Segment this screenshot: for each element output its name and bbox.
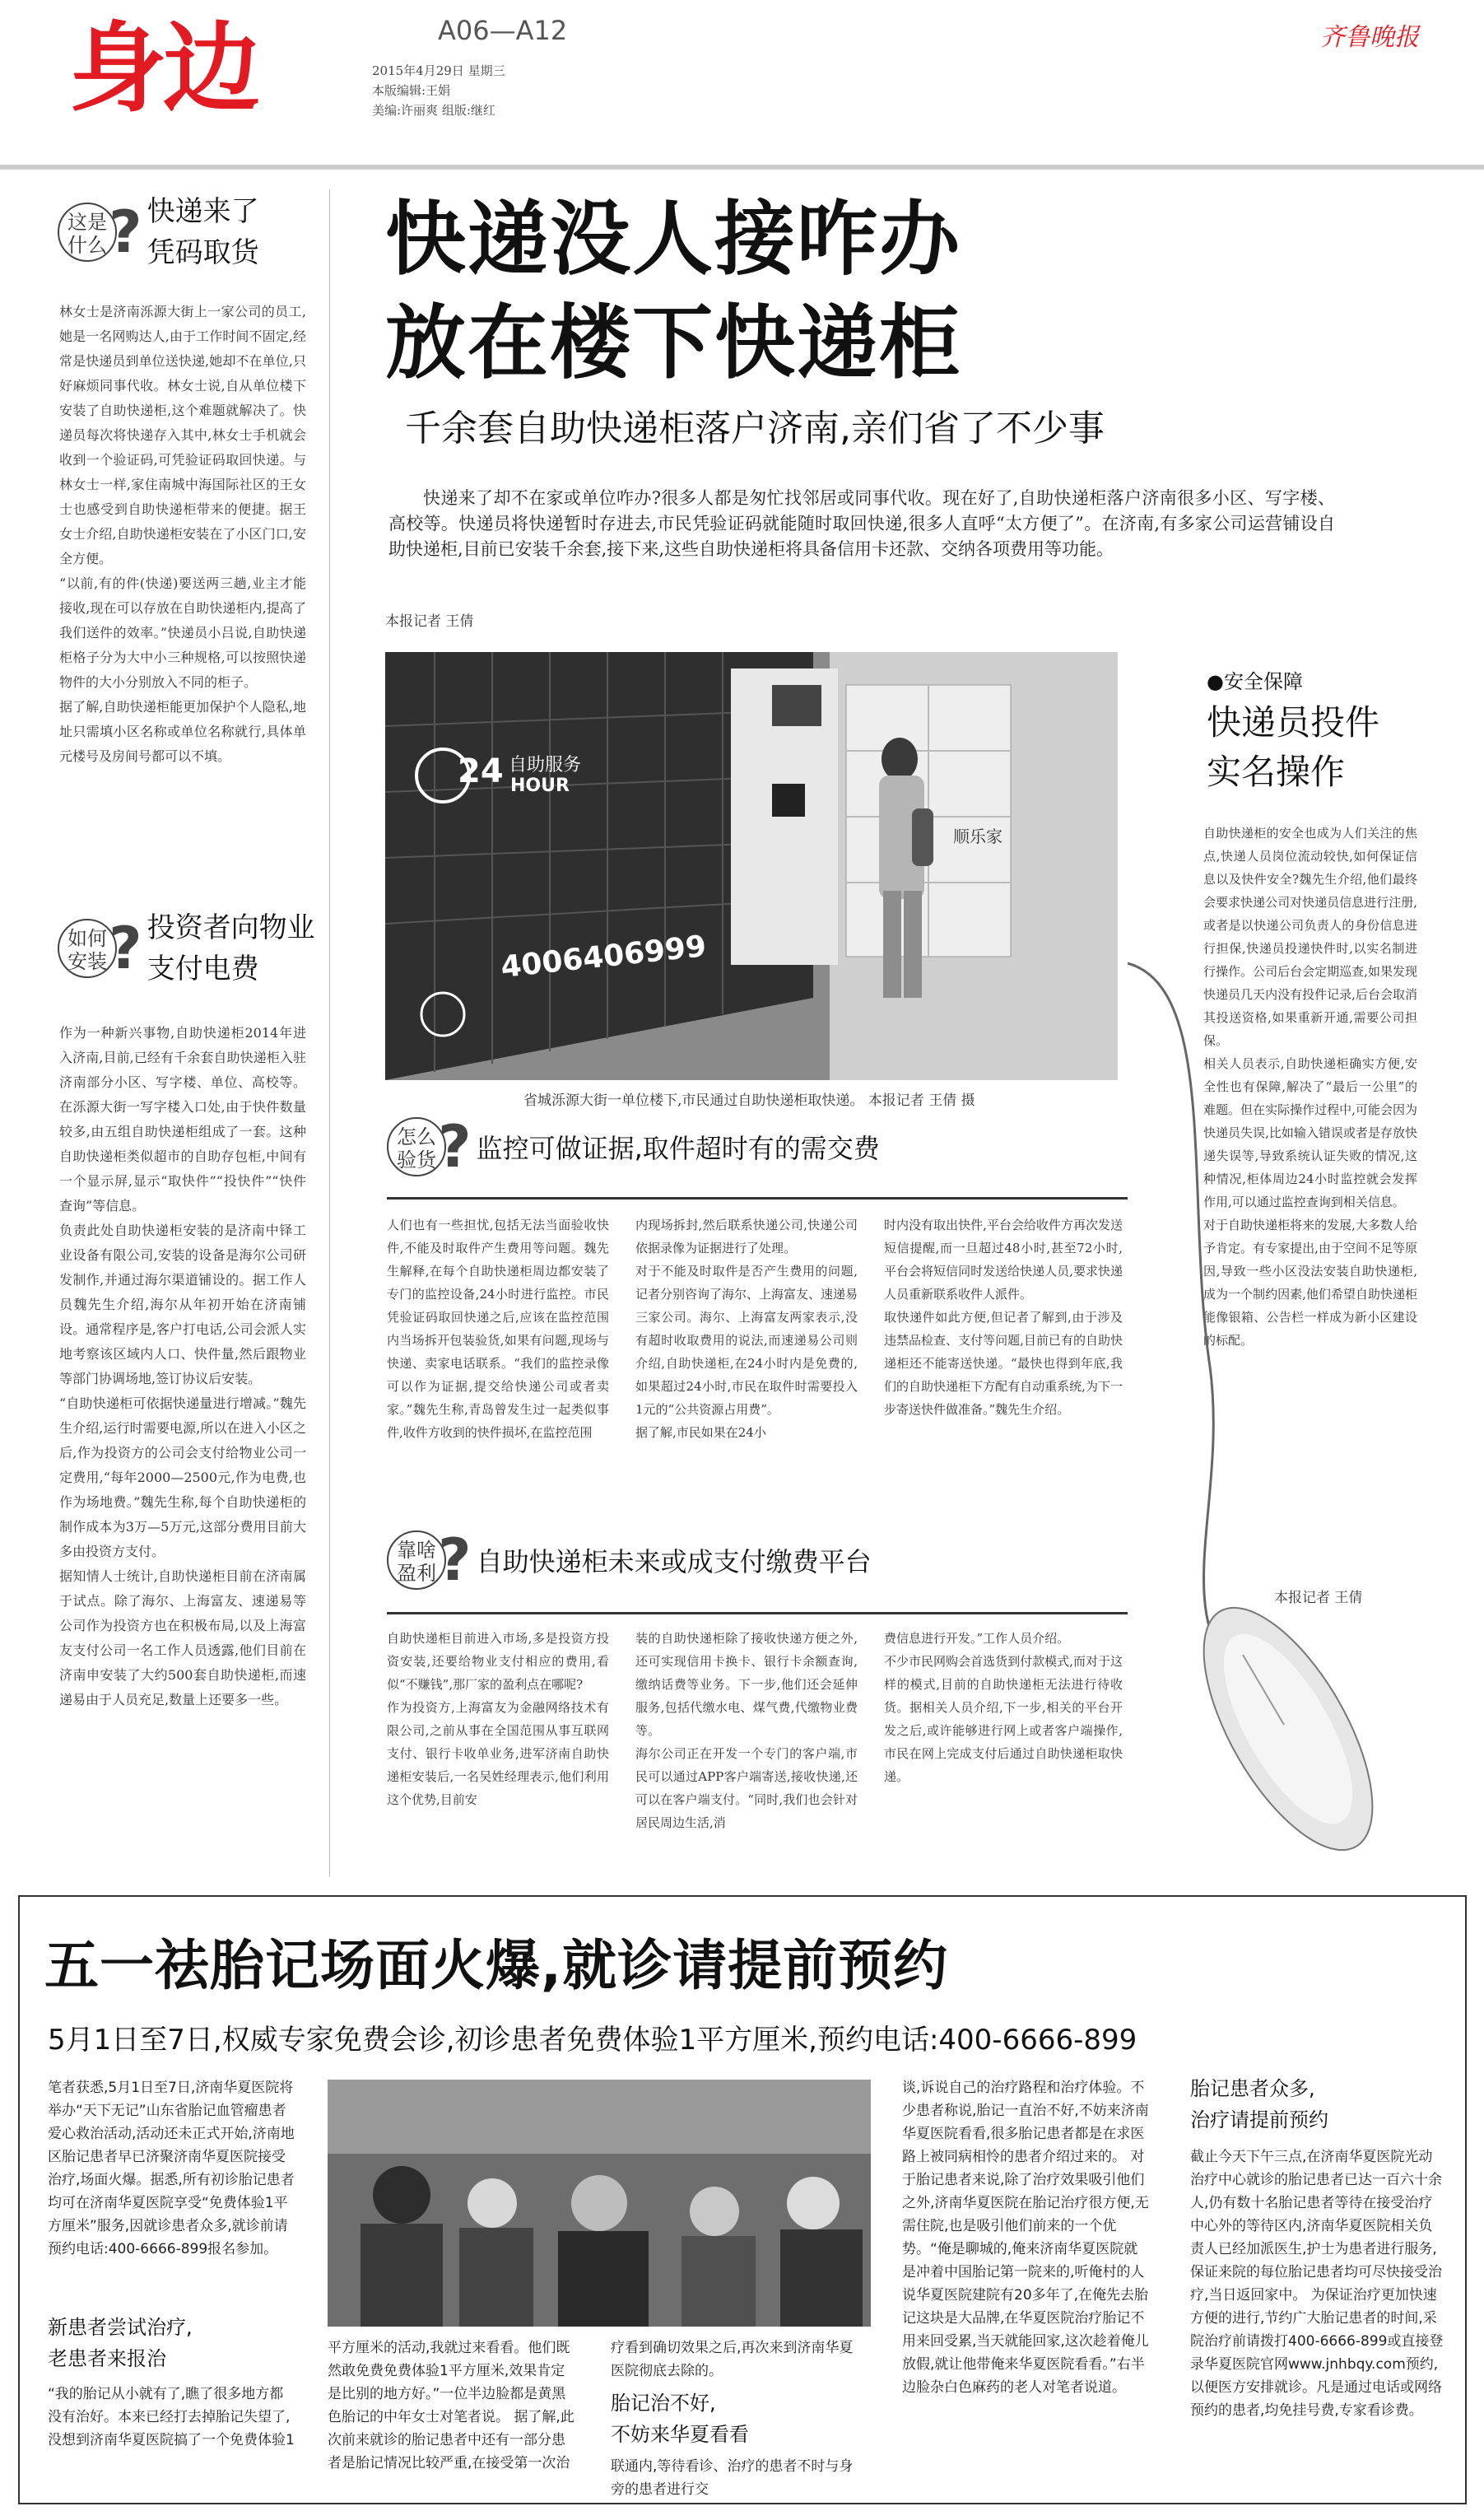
ad-subhead	[1190, 2073, 1328, 2136]
issue-date: 2015年4月29日 星期三	[372, 63, 505, 78]
question-mark-icon: ?	[109, 915, 142, 982]
ad-subhead	[611, 2388, 749, 2450]
byline: 本报记者 王倩	[385, 613, 474, 630]
ad-text: 联通内,等待看诊、治疗的患者不时与身旁的患者进行交	[611, 2458, 854, 2498]
ad-text: “我的胎记从小就有了,瞧了很多地方都没有治好。本来已经打去掉胎记失望了,没想到济南华夏医院搞了一个免费体验1	[48, 2386, 295, 2448]
article-column: 内现场拆封,然后联系快递公司,快递公司依据录像为证据进行了处理。 对于不能及时取件是否产生费用的问题,记者分别咨询了海尔、上海富友、速递易三家公司。海尔、上海富友两家表示,没有超时收取费用的说法,而速递易公司则介绍,自助快递柜,在24小时内是免费的,如果超过24小时,市民在取件时需要投入1元的“公共资源占用费”。 据了解,市民如果在24小	[635, 1218, 858, 1440]
header-divider	[0, 165, 1484, 170]
section-logo	[69, 12, 341, 125]
question-bubble: 靠啥盈利	[387, 1530, 446, 1590]
article-column: 自助快递柜目前进入市场,多是投资方投资安装,还要给物业支付相应的费用,看似“不赚钱”,那厂家的盈利点在哪呢? 作为投资方,上海富友为金融网络技术有限公司,之前从事在全国范围从事互联网支付、银行卡收单业务,进军济南自助快递柜安装后,一名吴姓经理表示,他们利用这个优势,目前安	[387, 1631, 609, 1807]
section-title: 监控可做证据,取件超时有的需交费	[476, 1133, 880, 1164]
ad-subhead-line: 新患者尝试治疗,	[48, 2316, 193, 2339]
question-bubble: 这是什么	[58, 203, 117, 262]
ad-subhead-line: 老患者来报治	[48, 2347, 166, 2370]
page-range: A06—A12	[438, 15, 568, 46]
headline-line-2: 放在楼下快递柜	[385, 296, 962, 390]
ad-subhead-line: 胎记患者众多,	[1190, 2077, 1315, 2100]
ad-text: 谈,诉说自己的治疗路程和治疗体验。不少患者称说,胎记一直治不好,不妨来济南华夏医院看看,很多胎记患者都是在求医路上被同病相怜的患者介绍过来的。 对于胎记患者来说,除了治疗效果吸引他们之外,济南华夏医院在胎记治疗很方便,无需住院,也是吸引他们前来的一个优势。“俺是聊城的,俺来济南华夏医院就是冲着中国胎记第一院来的,听俺村的人说华夏医院建院有20多年了,在俺先去胎记这块是大品牌,在华夏医院治疗胎记不用来回受累,当天就能回家,这次趁着俺儿放假,就让他带俺来华夏医院看看。”右半边脸杂白色麻药的老人对笔者说道。	[902, 2080, 1149, 2396]
locker-label-hour: HOUR	[510, 776, 570, 796]
ad-subhead-line: 胎记治不好,	[611, 2392, 716, 2415]
locker-phone-number: 4006406999	[499, 929, 708, 985]
subheadline: 千余套自助快递柜落户济南,亲们省了不少事	[405, 408, 1105, 450]
headline-line-1: 快递没人接咋办	[385, 193, 962, 287]
lead-paragraph: 快递来了却不在家或单位咋办?很多人都是匆忙找邻居或同事代收。现在好了,自助快递柜落户济南很多小区、写字楼、高校等。快递员将快递暂时存进去,市民凭验证码就能随时取回快递,很多人直呼“太方便了”。在济南,有多家公司运营铺设自助快递柜,目前已安装千余套,接下来,这些自助快递柜将具备信用卡还款、交纳各项费用等功能。	[388, 488, 1335, 559]
right-byline: 本报记者 王倩	[1274, 1590, 1363, 1606]
photo-caption: 省城泺源大街一单位楼下,市民通过自助快递柜取快递。 本报记者 王倩 摄	[523, 1092, 975, 1109]
article-column: 装的自助快递柜除了接收快递方便之外,还可实现信用卡换卡、银行卡余额查询,缴纳话费等业务。下一步,他们还会延伸服务,包括代缴水电、煤气费,代缴物业费等。 海尔公司正在开发一个专门的客户端,市民可以通过APP客户端寄送,接收快递,还可以在客户端支付。“同时,我们也会针对居民周边生活,消	[635, 1631, 858, 1830]
locker-label-service: 自助服务	[509, 755, 582, 776]
ad-text: 平方厘米的活动,我就过来看看。他们既然敢免费免费体验1平方厘米,效果肯定是比别的地方好。”一位半边脸都是黄黑色胎记的中年女士对笔者说。 据了解,此次前来就诊的胎记患者中还有一部分患者是胎记情况比较严重,在接受第一次治	[328, 2340, 575, 2471]
article-column: 人们也有一些担忧,包括无法当面验收快件,不能及时取件产生费用等问题。魏先生解释,在每个自助快递柜周边都安装了专门的监控设备,24小时进行监控。市民凭验证码取回快递之后,应该在监控范围内当场拆开包装验货,如果有问题,现场与快递、卖家电话联系。“我们的监控录像可以作为证据,提交给快递公司或者卖家。”魏先生称,青岛曾发生过一起类似事件,收件方收到的快件损坏,在监控范围	[387, 1218, 609, 1440]
ad-subhead-line: 不妨来华夏看看	[611, 2423, 749, 2446]
ad-photo	[328, 2080, 871, 2327]
ad-text: 截止今天下午三点,在济南华夏医院光动治疗中心就诊的胎记患者已达一百六十余人,仍有数十名胎记患者等待在接受治疗中心外的等待区内,济南华夏医院相关负责人已经加派医生,护士为患者进行服务,保证来院的每位胎记患者均可尽快接受治疗,当日返回家中。 为保证治疗更加快速方便的进行,节约广大胎记患者的时间,采院治疗前请拨打400-6666-899或直接登录华夏医院官网www.jnhbqy.com预约,以便医方安排就诊。凡是通过电话或网络预约的患者,均免挂号费,专家看诊费。	[1190, 2149, 1444, 2419]
right-title: 快递员投件实名操作	[1207, 702, 1380, 792]
editor-credit: 本版编辑:王娟	[372, 83, 451, 98]
design-credit: 美编:许丽爽 组版:继红	[372, 103, 495, 118]
main-headline	[385, 188, 961, 395]
right-kicker: ●安全保障	[1207, 670, 1303, 693]
newspaper-name: 齐鲁晚报	[1320, 23, 1419, 52]
ad-text: 疗看到确切效果之后,再次来到济南华夏医院彻底去除的。	[611, 2340, 854, 2379]
sidebar-box-what	[58, 191, 271, 273]
section-verify	[387, 1113, 880, 1181]
ad-headline: 五一祛胎记场面火爆,就诊请提前预约	[44, 1934, 949, 1997]
computer-mouse-illustration	[1119, 955, 1399, 1869]
section-title: 自助快递柜未来或成支付缴费平台	[476, 1546, 872, 1577]
clinic-crowd-illustration	[328, 2080, 871, 2327]
column-divider	[329, 189, 330, 1877]
header-meta	[372, 61, 505, 120]
sidebar-box-how	[58, 907, 337, 990]
sidebar-text-what: 林女士是济南泺源大街上一家公司的员工,她是一名网购达人,由于工作时间不固定,经常是快递员到单位送快递,她却不在单位,只好麻烦同事代收。林女士说,自从单位楼下安装了自助快递柜,这个难题就解决了。快递员每次将快递存入其中,林女士手机就会收到一个验证码,可凭验证码取回快递。与林女士一样,家住南城中海国际社区的王女士也感受到自助快递柜带来的便捷。据王女士介绍,自助快递柜安装在了小区门口,安全方便。 “以前,有的件(快递)要送两三趟,业主才能接收,现在可以存放在自助快递柜内,提高了我们送件的效率。”快递员小吕说,自助快递柜格子分为大中小三种规格,可以按照快递物件的大小分别放入不同的柜子。 据了解,自助快递柜能更加保护个人隐私,地址只需填小区名称或单位名称就行,具体单元楼号及房间号都可以不填。	[59, 304, 306, 764]
ad-subhead-line: 治疗请提前预约	[1190, 2108, 1328, 2131]
question-mark-icon: ?	[109, 198, 142, 266]
ad-text: 笔者获悉,5月1日至7日,济南华夏医院将举办“天下无记”山东省胎记血管瘤患者爱心救治活动,活动还未正式开始,济南地区胎记患者早已济聚济南华夏医院接受治疗,场面火爆。据悉,所有初诊胎记患者均可在济南华夏医院享受“免费体验1平方厘米”服务,因就诊患者众多,就诊前请预约电话:400-6666-899报名参加。	[48, 2080, 295, 2257]
section-rule	[387, 1197, 1128, 1200]
section-profit	[387, 1526, 872, 1594]
locker-brand: 顺乐家	[953, 827, 1003, 846]
ad-subheadline: 5月1日至7日,权威专家免费会诊,初诊患者免费体验1平方厘米,预约电话:400-6666-899	[48, 2024, 1137, 2057]
question-bubble: 怎么验货	[387, 1117, 446, 1176]
question-mark-icon: ?	[438, 1526, 472, 1594]
locker-label-24: 24	[458, 752, 504, 790]
sidebar-box-title: 投资者向物业支付电费	[147, 911, 315, 985]
right-article-text: 自助快递柜的安全也成为人们关注的焦点,快递人员岗位流动较快,如何保证信息以及快件安全?魏先生介绍,他们最终会要求快递公司对快递员信息进行注册,或者是以快递公司负责人的身份信息进行担保,快递员投递快件时,以实名制进行操作。公司后台会定期巡查,如果发现快递员几天内没有投件记录,后台会取消其投送资格,如果重新开通,需要公司担保。 相关人员表示,自助快递柜确实方便,安全性也有保障,解决了“最后一公里”的难题。但在实际操作过程中,可能会因为快递员失误,比如输入错误或者是存放快递失误等,导致系统认证失败的情况,这种情况,柜体周边24小时监控就会发挥作用,可以通过监控查询到相关信息。 对于自助快递柜将来的发展,大多数人给予肯定。有专家提出,由于空间不足等原因,导致一些小区没法安装自助快递柜,成为一个制约因素,他们希望自助快递柜能像银箱、公告栏一样成为新小区建设的标配。	[1203, 826, 1417, 1348]
sidebar-box-title: 快递来了凭码取货	[147, 195, 259, 269]
article-column: 时内没有取出快件,平台会给收件方再次发送短信提醒,而一旦超过48小时,甚至72小时,平台会将短信同时发送给快递人员,要求快递人员重新联系收件人派件。 取快递件如此方便,但记者了解到,由于涉及违禁品检查、支付等问题,目前已有的自助快递柜还不能寄送快递。“最快也得到年底,我们的自助快递柜下方配有自动重系统,为下一步寄送快件做准备。”魏先生介绍。	[884, 1218, 1123, 1417]
ad-subhead	[48, 2312, 193, 2374]
locker-photo-illustration	[385, 652, 1118, 1080]
section-title: 身边	[69, 12, 258, 125]
question-bubble: 如何安装	[58, 919, 117, 978]
sidebar-text-how: 作为一种新兴事物,自助快递柜2014年进入济南,目前,已经有千余套自助快递柜入驻济南部分小区、写字楼、单位、高校等。在泺源大街一写字楼入口处,由于快件数量较多,由五组自助快递柜组成了一套。这种自助快递柜类似超市的自助存包柜,中间有一个显示屏,显示“取快件”“投快件”“快件查询”等信息。 负责此处自助快递柜安装的是济南中铎工业设备有限公司,安装的设备是海尔公司研发制作,并通过海尔渠道铺设的。据工作人员魏先生介绍,海尔从年初开始在济南铺设。通常程序是,客户打电话,公司会派人实地考察该区域内人口、快件量,然后跟物业等部门协调场地,签订协议后安装。 “自助快递柜可依据快递量进行增减。”魏先生介绍,运行时需要电源,所以在进入小区之后,作为投资方的公司会支付给物业公司一定费用,“每年2000—2500元,作为电费,也作为场地费。”魏先生称,每个自助快递柜的制作成本为3万—5万元,这部分费用目前大多由投资方支付。 据知情人士统计,自助快递柜目前在济南属于试点。除了海尔、上海富友、速递易等公司作为投资方也在积极布局,以及上海富友支付公司一名工作人员透露,他们目前在济南申安装了大约500套自助快递柜,而速递易由于人员充足,数量上还要多一些。	[59, 1025, 306, 1707]
news-photo	[385, 652, 1118, 1080]
article-column: 费信息进行开发。”工作人员介绍。 不少市民网购会首选货到付款模式,而对于这样的模式,目前的自助快递柜无法进行待收货。据相关人员介绍,下一步,相关的平台开发之后,或许能够进行网上或者客户端操作,市民在网上完成支付后通过自助快递柜取快递。	[884, 1631, 1123, 1784]
section-rule	[387, 1612, 1128, 1614]
question-mark-icon: ?	[438, 1113, 472, 1181]
